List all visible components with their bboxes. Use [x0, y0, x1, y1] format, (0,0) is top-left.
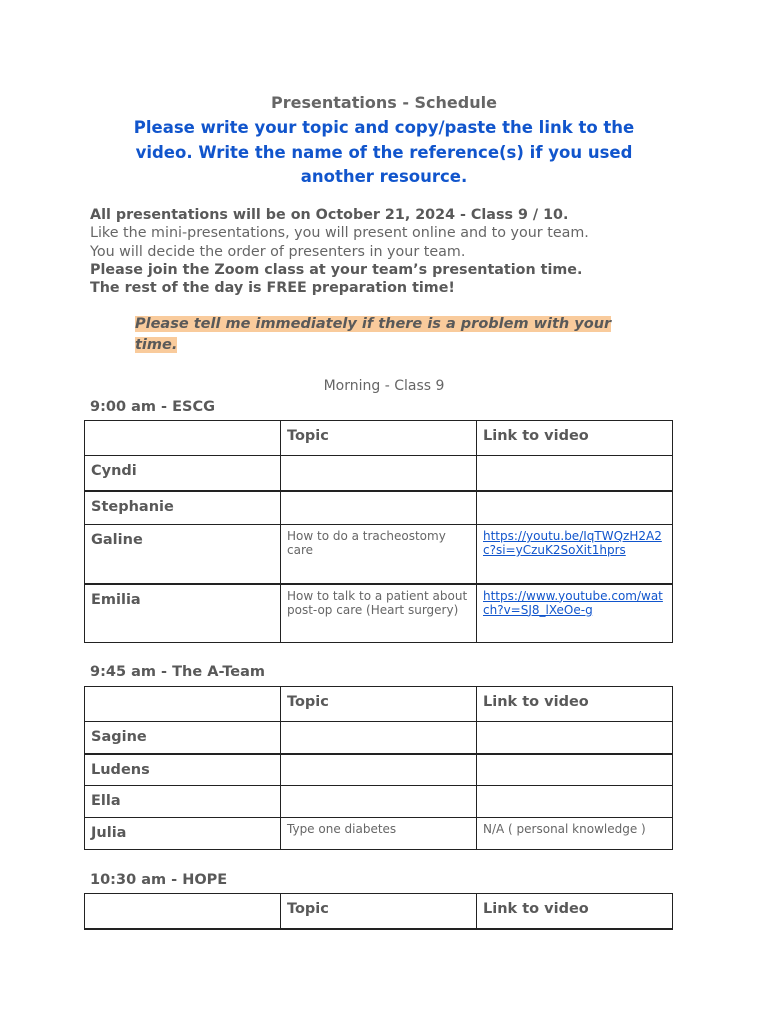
link-cell[interactable] [477, 525, 673, 584]
header-name-cell [85, 421, 281, 456]
link-cell[interactable] [477, 491, 673, 525]
table-row [85, 491, 673, 525]
table-row [85, 456, 673, 491]
video-link[interactable]: https://www.youtube.com/watch?v=SJ8_lXeOe-g [483, 588, 663, 617]
link-cell[interactable] [477, 584, 673, 643]
intro-format-line: Like the mini-presentations, you will present online and to your team. [90, 225, 589, 242]
instructions-text: Please write your topic and copy/paste the link to the video. Write the name of the reference(s) if you used another resource. [133, 118, 635, 186]
video-link[interactable]: https://youtu.be/IqTWQzH2A2c?si=yCzuK2SoXit1hprs [483, 529, 662, 557]
link-cell[interactable] [477, 722, 673, 754]
team-heading-a-team: 9:45 am - The A-Team [90, 664, 266, 680]
topic-cell[interactable]: How to do a tracheostomy care [281, 525, 477, 584]
intro-block [90, 206, 589, 297]
header-topic: Topic [281, 421, 477, 456]
warning-highlight: Please tell me immediately if there is a problem with your time. [135, 316, 612, 353]
header-name-cell [85, 894, 281, 929]
team-heading-escg: 9:00 am - ESCG [90, 399, 216, 415]
link-cell[interactable]: N/A ( personal knowledge ) [477, 818, 673, 850]
table-header-row [85, 421, 673, 456]
topic-cell[interactable] [281, 722, 477, 754]
presenter-name: Emilia [85, 584, 281, 643]
presenter-name: Julia [85, 818, 281, 850]
presenter-name: Cyndi [85, 456, 281, 491]
link-cell[interactable] [477, 754, 673, 786]
table-row [85, 722, 673, 754]
link-cell[interactable] [477, 456, 673, 491]
topic-cell[interactable] [281, 491, 477, 525]
warning-note [135, 314, 655, 356]
topic-cell[interactable] [281, 754, 477, 786]
table-row [85, 818, 673, 850]
header-link: Link to video [477, 421, 673, 456]
presenter-name: Ella [85, 786, 281, 818]
header-topic: Topic [281, 894, 477, 929]
link-cell[interactable] [477, 786, 673, 818]
intro-zoom-line: Please join the Zoom class at your team’s presentation time. [90, 261, 583, 278]
schedule-table-hope [84, 893, 673, 930]
header-link: Link to video [477, 894, 673, 929]
table-row [85, 584, 673, 643]
session-label: Morning - Class 9 [323, 378, 445, 394]
intro-free-time-line: The rest of the day is FREE preparation time! [90, 280, 455, 297]
schedule-table-a-team [84, 686, 673, 850]
topic-cell[interactable]: Type one diabetes [281, 818, 477, 850]
presenter-name: Sagine [85, 722, 281, 754]
table-header-row [85, 687, 673, 722]
topic-cell[interactable]: How to talk to a patient about post-op care (Heart surgery) [281, 584, 477, 643]
topic-cell[interactable] [281, 786, 477, 818]
presenter-name: Galine [85, 525, 281, 584]
presenter-name: Stephanie [85, 491, 281, 525]
team-heading-hope: 10:30 am - HOPE [90, 872, 228, 888]
table-row [85, 754, 673, 786]
table-row [85, 525, 673, 584]
schedule-table-escg [84, 420, 673, 643]
intro-date-line: All presentations will be on October 21, 2024 - Class 9 / 10. [90, 207, 569, 223]
presenter-name: Ludens [85, 754, 281, 786]
header-link: Link to video [477, 687, 673, 722]
header-topic: Topic [281, 687, 477, 722]
topic-cell[interactable] [281, 456, 477, 491]
table-header-row [85, 894, 673, 929]
header-name-cell [85, 687, 281, 722]
table-row [85, 786, 673, 818]
document-title: Presentations - Schedule [271, 93, 497, 112]
intro-order-line: You will decide the order of presenters in your team. [90, 243, 466, 260]
